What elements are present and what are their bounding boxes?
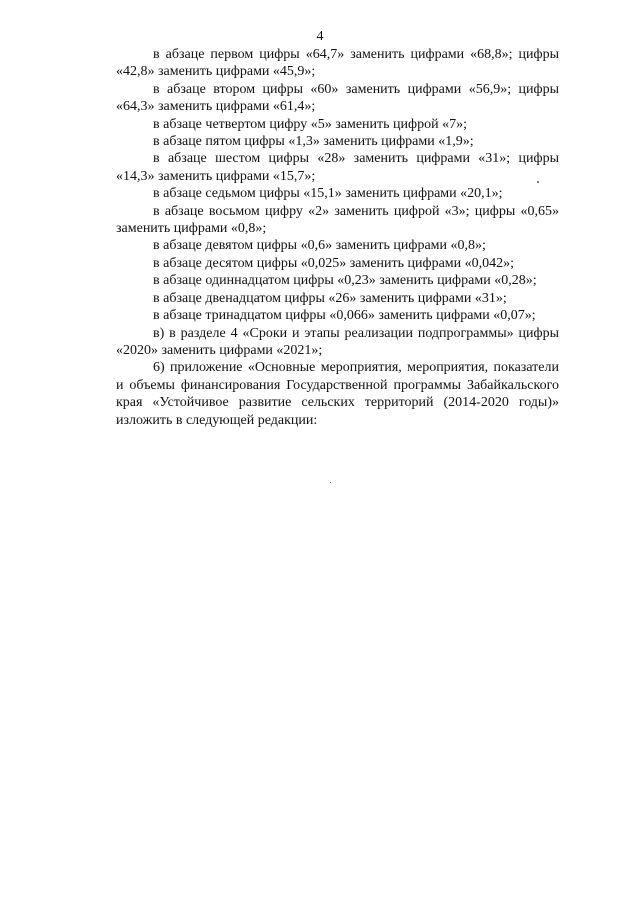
paragraph-8: в абзаце девятом цифры «0,6» заменить цифрами «0,8»; (153, 238, 486, 254)
paragraph-5: в абзаце шестом цифры «28» заменить цифрами «31»; цифры «14,3» заменить цифрами «15,7»; (116, 151, 559, 184)
paragraph-4: в абзаце пятом цифры «1,3» заменить цифрами «1,9»; (153, 134, 474, 150)
paragraph-3: в абзаце четвертом цифру «5» заменить цифрой «7»; (153, 116, 467, 132)
paragraph-13: в) в разделе 4 «Сроки и этапы реализации подпрограммы» цифры «2020» заменить цифрами «2021»; (116, 325, 559, 358)
document-body (116, 46, 559, 429)
paragraph-14: 6) приложение «Основные мероприятия, мероприятия, показатели и объемы финансирования Государственной программы Забайкальского края «Устойчивое развитие сельских территорий (2014-2020 годы)» изложить в следующей редакции: (116, 360, 559, 428)
paragraph-10: в абзаце одиннадцатом цифры «0,23» заменить цифрами «0,28»; (153, 273, 537, 289)
paragraph-2: в абзаце втором цифры «60» заменить цифрами «56,9»; цифры «64,3» заменить цифрами «61,4»; (116, 81, 559, 115)
paragraph-12: в абзаце тринадцатом цифры «0,066» заменить цифрами «0,07»; (153, 308, 536, 324)
paragraph-11: в абзаце двенадцатом цифры «26» заменить цифрами «31»; (153, 290, 507, 306)
paragraph-9: в абзаце десятом цифры «0,025» заменить цифрами «0,042»; (153, 255, 515, 271)
page-number: 4 (316, 29, 324, 44)
scan-speck (330, 482, 331, 483)
paragraph-6: в абзаце седьмом цифры «15,1» заменить цифрами «20,1»; (153, 186, 503, 202)
paragraph-7: в абзаце восьмом цифру «2» заменить цифрой «3»; цифры «0,65» заменить цифрами «0,8»; (116, 203, 559, 237)
paragraph-1: в абзаце первом цифры «64,7» заменить цифрами «68,8»; цифры «42,8» заменить цифрами «45,9»; (116, 47, 559, 80)
scan-speck (537, 181, 539, 183)
